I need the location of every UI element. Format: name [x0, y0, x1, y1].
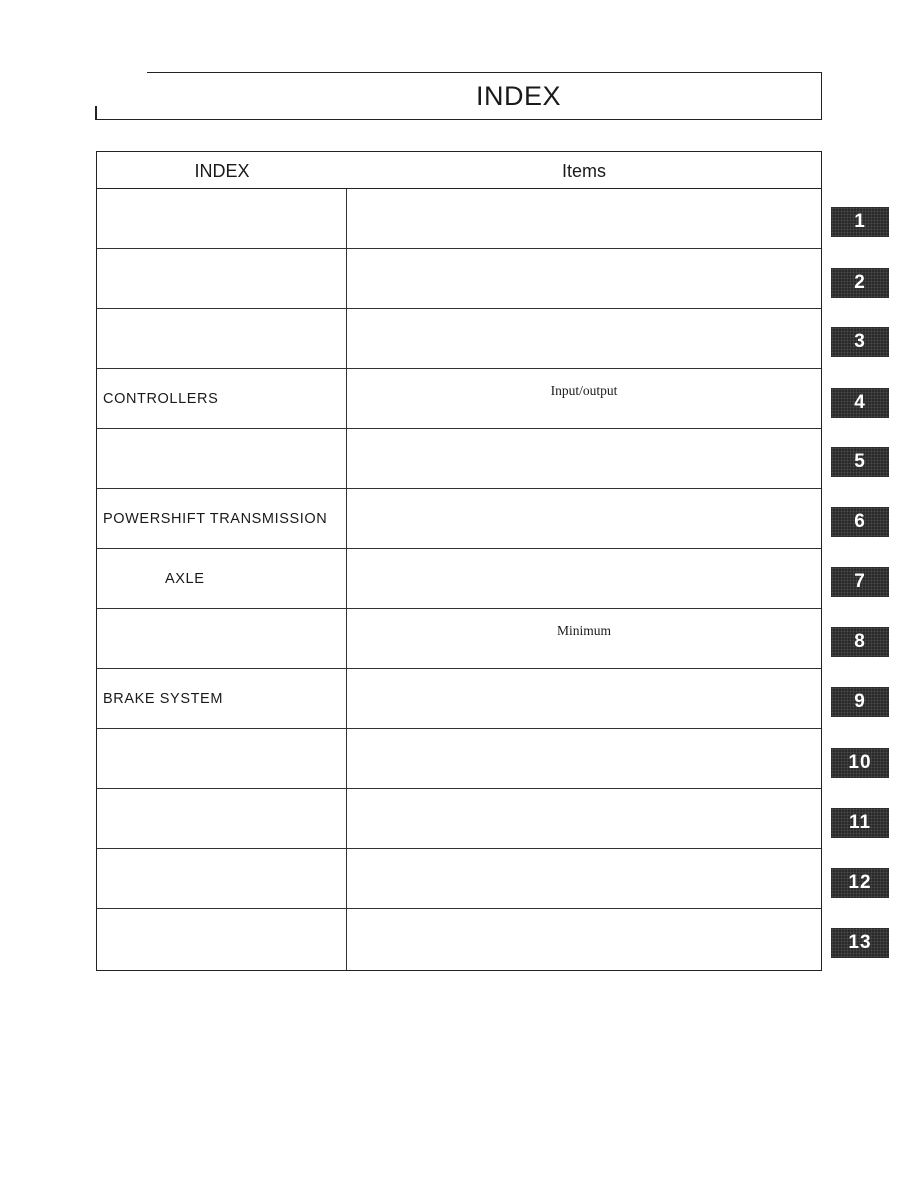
column-header-index: INDEX — [194, 161, 250, 181]
index-row-13[interactable] — [97, 909, 821, 969]
section-tab-8[interactable]: 8 — [831, 627, 889, 657]
row-note — [347, 189, 821, 233]
row-label — [103, 189, 343, 248]
section-tab-2[interactable]: 2 — [831, 268, 889, 298]
row-note — [347, 669, 821, 713]
row-note: Input/output — [550, 383, 618, 398]
section-tab-10[interactable]: 10 — [831, 748, 889, 778]
row-note — [347, 429, 821, 473]
index-row-3[interactable] — [97, 309, 821, 369]
row-note — [347, 549, 821, 593]
index-row-2[interactable] — [97, 249, 821, 309]
row-label: CONTROLLERS — [103, 390, 219, 407]
row-note — [347, 309, 821, 353]
row-note — [347, 249, 821, 293]
row-note: Minimum — [556, 623, 611, 638]
index-row-10[interactable] — [97, 729, 821, 789]
title-box — [96, 72, 822, 120]
row-label — [103, 729, 343, 788]
row-label: POWERSHIFT TRANSMISSION — [103, 510, 328, 527]
row-note — [347, 909, 821, 953]
row-label — [103, 789, 343, 848]
section-tab-1[interactable]: 1 — [831, 207, 889, 237]
index-row-1[interactable] — [97, 189, 821, 249]
row-label: BRAKE SYSTEM — [103, 690, 224, 707]
index-row-12[interactable] — [97, 849, 821, 909]
row-label — [103, 609, 343, 668]
section-tab-6[interactable]: 6 — [831, 507, 889, 537]
index-row-6[interactable] — [97, 489, 821, 549]
row-note — [347, 789, 821, 833]
index-row-9[interactable] — [97, 669, 821, 729]
section-tab-11[interactable]: 11 — [831, 808, 889, 838]
index-row-8[interactable] — [97, 609, 821, 669]
index-row-5[interactable] — [97, 429, 821, 489]
section-tab-12[interactable]: 12 — [831, 868, 889, 898]
row-label — [103, 909, 343, 968]
index-row-7[interactable] — [97, 549, 821, 609]
section-tab-9[interactable]: 9 — [831, 687, 889, 717]
table-header — [97, 152, 821, 189]
index-table — [96, 151, 822, 971]
row-label — [103, 429, 343, 488]
section-tab-4[interactable]: 4 — [831, 388, 889, 418]
index-row-4[interactable] — [97, 369, 821, 429]
section-tab-13[interactable]: 13 — [831, 928, 889, 958]
row-label — [103, 309, 343, 368]
section-tab-5[interactable]: 5 — [831, 447, 889, 477]
row-label — [103, 249, 343, 308]
page-title: INDEX — [475, 81, 562, 111]
row-label — [103, 849, 343, 908]
row-note — [347, 849, 821, 893]
row-label: AXLE — [165, 570, 205, 587]
row-note — [347, 489, 821, 533]
row-note — [347, 729, 821, 773]
section-tab-3[interactable]: 3 — [831, 327, 889, 357]
index-row-11[interactable] — [97, 789, 821, 849]
column-header-items: Items — [561, 161, 606, 181]
section-tab-7[interactable]: 7 — [831, 567, 889, 597]
